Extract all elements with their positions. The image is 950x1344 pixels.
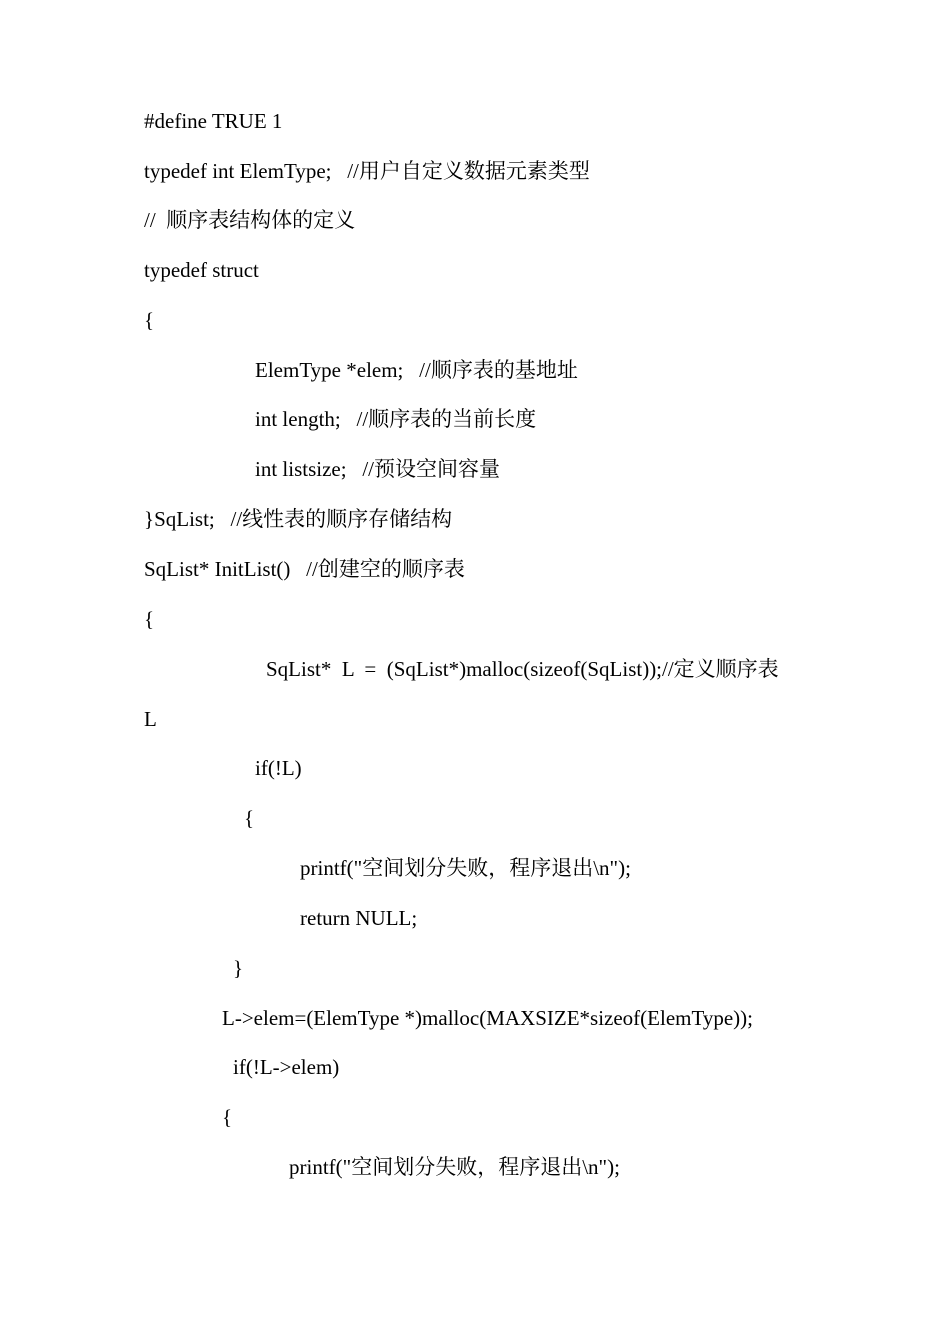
- code-line-22: printf("空间划分失败，程序退出\n");: [289, 1155, 620, 1179]
- code-line-4: typedef struct: [144, 258, 259, 282]
- code-line-15: {: [244, 806, 255, 830]
- code-line-20: if(!L->elem): [233, 1055, 340, 1079]
- code-line-12: SqList* L = (SqList*)malloc(sizeof(SqList));//定义顺序表: [266, 657, 779, 681]
- code-line-21: {: [222, 1105, 233, 1129]
- code-line-2: typedef int ElemType; //用户自定义数据元素类型: [144, 159, 590, 183]
- code-line-8: int listsize; //预设空间容量: [255, 457, 500, 481]
- code-line-16: printf("空间划分失败，程序退出\n");: [300, 856, 631, 880]
- code-line-6: ElemType *elem; //顺序表的基地址: [255, 358, 578, 382]
- code-line-3: // 顺序表结构体的定义: [144, 208, 356, 232]
- code-line-9: }SqList; //线性表的顺序存储结构: [144, 507, 453, 531]
- code-line-5: {: [144, 308, 155, 332]
- code-line-10: SqList* InitList() //创建空的顺序表: [144, 557, 465, 581]
- code-line-13: L: [144, 707, 157, 731]
- code-line-17: return NULL;: [300, 906, 418, 930]
- code-line-11: {: [144, 607, 155, 631]
- code-line-14: if(!L): [255, 756, 302, 780]
- code-line-1: #define TRUE 1: [144, 109, 283, 133]
- code-line-19: L->elem=(ElemType *)malloc(MAXSIZE*sizeof(ElemType));: [222, 1006, 753, 1030]
- code-line-18: }: [233, 956, 244, 980]
- code-line-7: int length; //顺序表的当前长度: [255, 407, 537, 431]
